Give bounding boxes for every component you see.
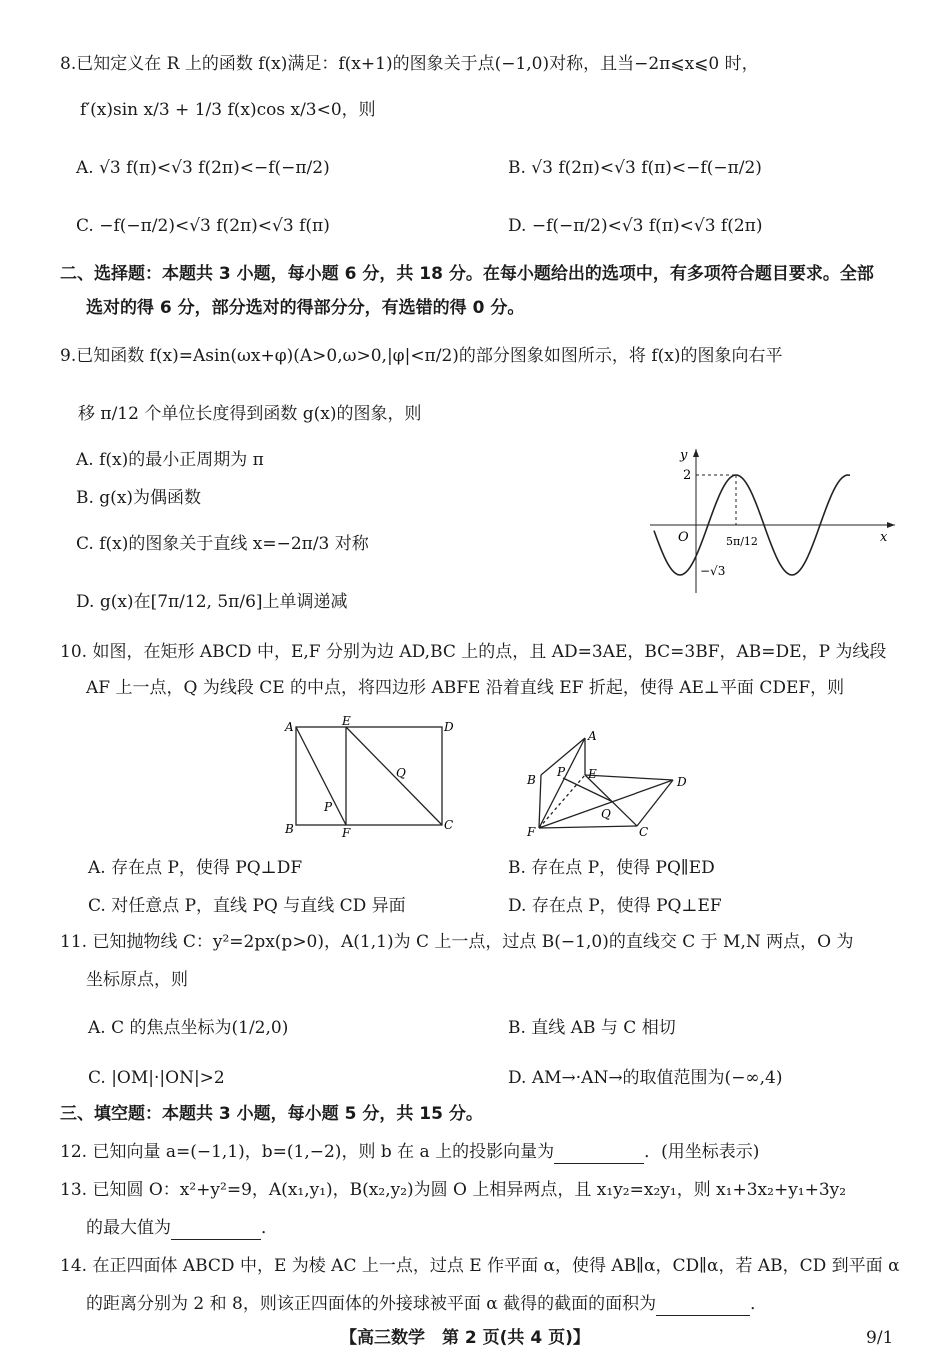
fig2-label-b: B — [527, 773, 536, 787]
fig1-label-a: A — [285, 720, 294, 734]
q11-stem-line1: 11. 已知抛物线 C：y²=2px(p>0)，A(1,1)为 C 上一点，过点 B(−1,0)的直线交 C 于 M,N 两点，O 为 — [60, 932, 854, 952]
q11-option-b: B. 直线 AB 与 C 相切 — [508, 1018, 676, 1038]
q14-tail: ． — [750, 1294, 768, 1314]
fig2-label-c: C — [639, 825, 649, 839]
q9-stem-line1: 9.已知函数 f(x)=Asin(ωx+φ)(A>0,ω>0,|φ|<π/2)的部分图象如图所示，将 f(x)的图象向右平 — [60, 346, 783, 366]
q10-figure-folded — [525, 720, 705, 840]
fig2-label-p: P — [557, 765, 566, 779]
page-footer: 【高三数学 第 2 页(共 4 页)】 — [340, 1328, 590, 1348]
q8-option-c: C. −f(−π/2)<√3 f(2π)<√3 f(π) — [76, 216, 330, 236]
q13-text: 的最大值为 — [86, 1218, 171, 1238]
q14-line2 — [86, 1292, 767, 1316]
q14-line1: 14. 在正四面体 ABCD 中，E 为棱 AC 上一点，过点 E 作平面 α，使得 AB∥α，CD∥α，若 AB，CD 到平面 α — [60, 1256, 900, 1276]
fig1-label-f: F — [342, 826, 351, 840]
q10-stem-line1: 10. 如图，在矩形 ABCD 中，E,F 分别为边 AD,BC 上的点，且 AD=3AE，BC=3BF，AB=DE，P 为线段 — [60, 642, 887, 662]
q11-option-a: A. C 的焦点坐标为(1/2,0) — [88, 1018, 289, 1038]
q12-text: 12. 已知向量 a=(−1,1)，b=(1,−2)，则 b 在 a 上的投影向量为 — [60, 1142, 555, 1162]
q14-answer-blank[interactable] — [656, 1297, 750, 1316]
q12-answer-blank[interactable] — [554, 1145, 644, 1164]
q11-stem-line2: 坐标原点，则 — [86, 970, 188, 990]
q11-option-d: D. AM→·AN→的取值范围为(−∞,4) — [508, 1068, 783, 1088]
fig1-label-p: P — [324, 800, 333, 814]
q8-stem-line2: f′(x)sin x/3 + 1/3 f(x)cos x/3<0，则 — [80, 100, 376, 120]
q9-graph-x-label: x — [880, 530, 888, 545]
q9-option-a: A. f(x)的最小正周期为 π — [76, 450, 264, 470]
fig1-label-d: D — [444, 720, 454, 734]
q12-tail: ．(用坐标表示) — [644, 1142, 760, 1162]
q10-stem-line2: AF 上一点，Q 为线段 CE 的中点，将四边形 ABFE 沿着直线 EF 折起，使得 AE⊥平面 CDEF，则 — [86, 678, 845, 698]
section2-heading-cont: 选对的得 6 分，部分选对的得部分分，有选错的得 0 分。 — [86, 298, 525, 318]
q10-option-b: B. 存在点 P，使得 PQ∥ED — [508, 858, 715, 878]
fig1-label-c: C — [444, 818, 454, 832]
q13-line2 — [86, 1216, 278, 1240]
fig1-label-q: Q — [396, 766, 406, 780]
q11-option-c: C. |OM|·|ON|>2 — [88, 1068, 225, 1088]
fig2-label-e: E — [588, 767, 597, 781]
q13-line1: 13. 已知圆 O：x²+y²=9，A(x₁,y₁)，B(x₂,y₂)为圆 O 上相异两点，且 x₁y₂=x₂y₁，则 x₁+3x₂+y₁+3y₂ — [60, 1180, 847, 1200]
q9-graph-ymax-label: 2 — [683, 468, 692, 483]
q14-text: 的距离分别为 2 和 8，则该正四面体的外接球被平面 α 截得的截面的面积为 — [86, 1294, 657, 1314]
fig2-label-q: Q — [601, 807, 611, 821]
q9-graph-origin: O — [678, 530, 689, 545]
fig2-label-a: A — [588, 729, 597, 743]
q9-graph-y-label: y — [680, 448, 688, 463]
q9-option-b: B. g(x)为偶函数 — [76, 488, 202, 508]
q10-option-a: A. 存在点 P，使得 PQ⊥DF — [88, 858, 303, 878]
q9-option-d: D. g(x)在[7π/12, 5π/6]上单调递减 — [76, 592, 348, 612]
section2-heading: 二、选择题：本题共 3 小题，每小题 6 分，共 18 分。在每小题给出的选项中，有多项符合题目要求。全部 — [60, 264, 874, 284]
q10-option-d: D. 存在点 P，使得 PQ⊥EF — [508, 896, 722, 916]
q10-figure-flat — [280, 715, 470, 840]
q9-graph-ymin-label: −√3 — [700, 564, 726, 578]
fig1-label-e: E — [342, 715, 351, 728]
q9-sine-graph — [650, 445, 900, 595]
q10-option-c: C. 对任意点 P，直线 PQ 与直线 CD 异面 — [88, 896, 406, 916]
q13-answer-blank[interactable] — [171, 1221, 261, 1240]
q8-option-a: A. √3 f(π)<√3 f(2π)<−f(−π/2) — [76, 158, 330, 178]
q13-tail: ． — [261, 1218, 278, 1238]
q12-line — [60, 1140, 759, 1164]
page-code: 9/1 — [866, 1328, 894, 1348]
q8-stem-line1: 8.已知定义在 R 上的函数 f(x)满足：f(x+1)的图象关于点(−1,0)对称，且当−2π⩽x⩽0 时， — [60, 54, 759, 74]
q9-stem-line2: 移 π/12 个单位长度得到函数 g(x)的图象，则 — [78, 404, 422, 424]
fig2-label-d: D — [677, 775, 687, 789]
q9-graph-xtick-label: 5π/12 — [726, 535, 758, 548]
q8-option-b: B. √3 f(2π)<√3 f(π)<−f(−π/2) — [508, 158, 762, 178]
fig1-label-b: B — [285, 822, 294, 836]
section3-heading: 三、填空题：本题共 3 小题，每小题 5 分，共 15 分。 — [60, 1104, 483, 1124]
q9-option-c: C. f(x)的图象关于直线 x=−2π/3 对称 — [76, 534, 369, 554]
fig2-label-f: F — [527, 825, 536, 839]
q8-option-d: D. −f(−π/2)<√3 f(π)<√3 f(2π) — [508, 216, 763, 236]
